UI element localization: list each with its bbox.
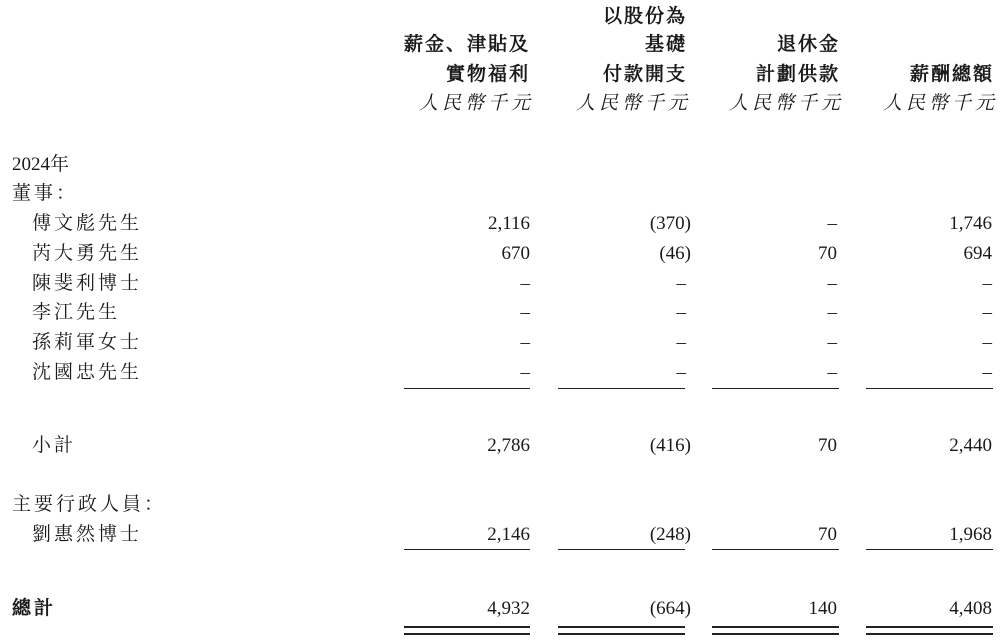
- unit-label: 人民幣千元: [728, 93, 844, 114]
- cell-value: –: [827, 213, 837, 234]
- cell-value: –: [520, 362, 530, 383]
- unit-label: 人民幣千元: [418, 93, 534, 114]
- header-line: 付款開支: [602, 64, 687, 85]
- cell-value: –: [982, 332, 992, 353]
- cell-value: –: [827, 362, 837, 383]
- cell-value: –: [827, 273, 837, 294]
- cell-value: –: [520, 273, 530, 294]
- row-label: 沈國忠先生: [32, 362, 143, 383]
- row-label: 小計: [32, 435, 77, 456]
- header-line: 薪酬總額: [909, 64, 994, 85]
- cell-value: 70: [818, 243, 837, 264]
- cell-value: 694: [963, 243, 992, 264]
- row-label: 李江先生: [32, 302, 121, 323]
- unit-label: 人民幣千元: [882, 93, 998, 114]
- row-label: 總計: [12, 598, 57, 619]
- cell-value: (46): [659, 243, 691, 264]
- cell-value: 2,440: [949, 435, 992, 456]
- cell-value: –: [676, 302, 686, 323]
- header-line: 以股份為: [602, 6, 687, 27]
- double-underline: [866, 626, 993, 635]
- header-line: 計劃供款: [755, 64, 840, 85]
- cell-value: –: [520, 332, 530, 353]
- cell-value: –: [982, 302, 992, 323]
- cell-value: 70: [818, 524, 837, 545]
- cell-value: 140: [808, 598, 837, 619]
- double-underline: [712, 626, 839, 635]
- header-line: 實物福利: [445, 64, 530, 85]
- cell-value: 70: [818, 435, 837, 456]
- cell-value: 1,746: [949, 213, 992, 234]
- cell-value: –: [676, 332, 686, 353]
- cell-value: 2,116: [487, 213, 530, 234]
- row-label: 孫莉軍女士: [32, 332, 143, 353]
- cell-value: –: [676, 273, 686, 294]
- cell-value: –: [676, 362, 686, 383]
- cell-value: (416): [649, 435, 691, 456]
- cell-value: (370): [649, 213, 691, 234]
- cell-value: –: [827, 332, 837, 353]
- row-label: 劉惠然博士: [32, 524, 143, 545]
- cell-value: 1,968: [949, 524, 992, 545]
- key-exec-section-label: 主要行政人員：: [12, 494, 167, 515]
- year-label: 2024年: [12, 154, 70, 175]
- subtotal-rule: [404, 388, 530, 389]
- subtotal-rule: [712, 388, 839, 389]
- header-line: 基礎: [644, 34, 687, 55]
- cell-value: 670: [501, 243, 530, 264]
- subtotal-rule: [866, 388, 993, 389]
- total-rule: [712, 549, 839, 550]
- row-label: 芮大勇先生: [32, 243, 143, 264]
- cell-value: –: [982, 273, 992, 294]
- unit-label: 人民幣千元: [575, 93, 691, 114]
- cell-value: 4,932: [487, 598, 530, 619]
- directors-section-label: 董事：: [12, 183, 79, 204]
- cell-value: 2,786: [487, 435, 530, 456]
- double-underline: [404, 626, 530, 635]
- cell-value: 2,146: [487, 524, 530, 545]
- row-label: 陳斐利博士: [32, 273, 143, 294]
- cell-value: –: [520, 302, 530, 323]
- total-rule: [404, 549, 530, 550]
- cell-value: 4,408: [949, 598, 992, 619]
- cell-value: (248): [649, 524, 691, 545]
- double-underline: [558, 626, 685, 635]
- header-line: 退休金: [776, 34, 840, 55]
- header-line: 薪金、津貼及: [403, 34, 530, 55]
- cell-value: –: [827, 302, 837, 323]
- row-label: 傅文彪先生: [32, 213, 143, 234]
- cell-value: (664): [649, 598, 691, 619]
- cell-value: –: [982, 362, 992, 383]
- total-rule: [866, 549, 993, 550]
- total-rule: [558, 549, 685, 550]
- subtotal-rule: [558, 388, 685, 389]
